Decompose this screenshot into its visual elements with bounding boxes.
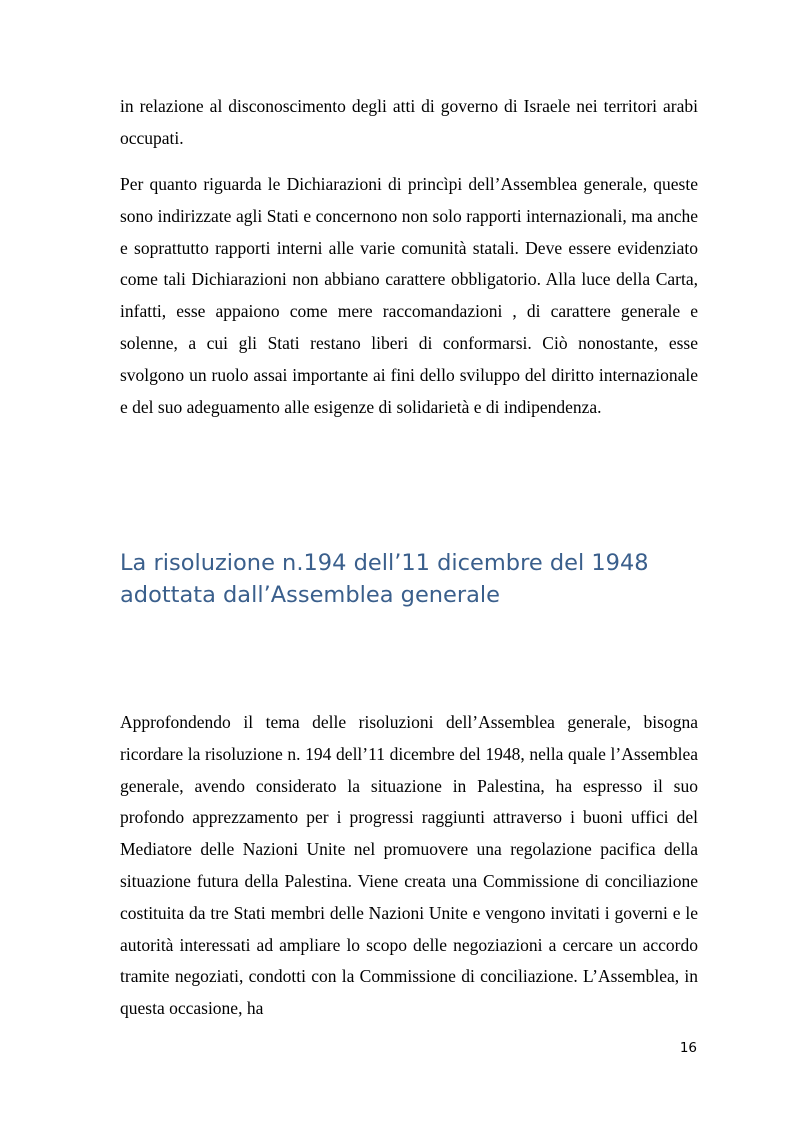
body-paragraph-declarations: Per quanto riguarda le Dichiarazioni di princìpi dell’Assemblea generale, queste sono indirizzate agli Stati e concernono non solo rapporti internazionali, ma anche e soprattutto rapporti interni alle varie comunità statali. Deve essere evidenziato come tali Dichiarazioni non abbiano carattere obbligatorio. Alla luce della Carta, infatti, esse appaiono come mere raccomandazioni , di carattere generale e solenne, a cui gli Stati restano liberi di conformarsi. Ciò nonostante, esse svolgono un ruolo assai importante ai fini dello sviluppo del diritto internazionale e del suo adeguamento alle esigenze di solidarietà e di indipendenza. [120, 174, 698, 417]
body-paragraph-resolution-194: Approfondendo il tema delle risoluzioni dell’Assemblea generale, bisogna ricordare la risoluzione n. 194 dell’11 dicembre del 1948, nella quale l’Assemblea generale, avendo considerato la situazione in Palestina, ha espresso il suo profondo apprezzamento per i progressi raggiunti attraverso i buoni uffici del Mediatore delle Nazioni Unite nel promuovere una regolazione pacifica della situazione futura della Palestina. Viene creata una Commissione di conciliazione costituita da tre Stati membri delle Nazioni Unite e vengono invitati i governi e le autorità interessati ad ampliare lo scopo delle negoziazioni a cercare un accordo tramite negoziati, condotti con la Commissione di conciliazione. L’Assemblea, in questa occasione, ha [120, 712, 698, 1019]
body-paragraph-intro: in relazione al disconoscimento degli atti di governo di Israele nei territori arabi occupati. [120, 96, 698, 148]
page-number: 16 [679, 1040, 697, 1056]
section-heading: La risoluzione n.194 dell’11 dicembre del 1948 adottata dall’Assemblea generale [120, 550, 649, 608]
